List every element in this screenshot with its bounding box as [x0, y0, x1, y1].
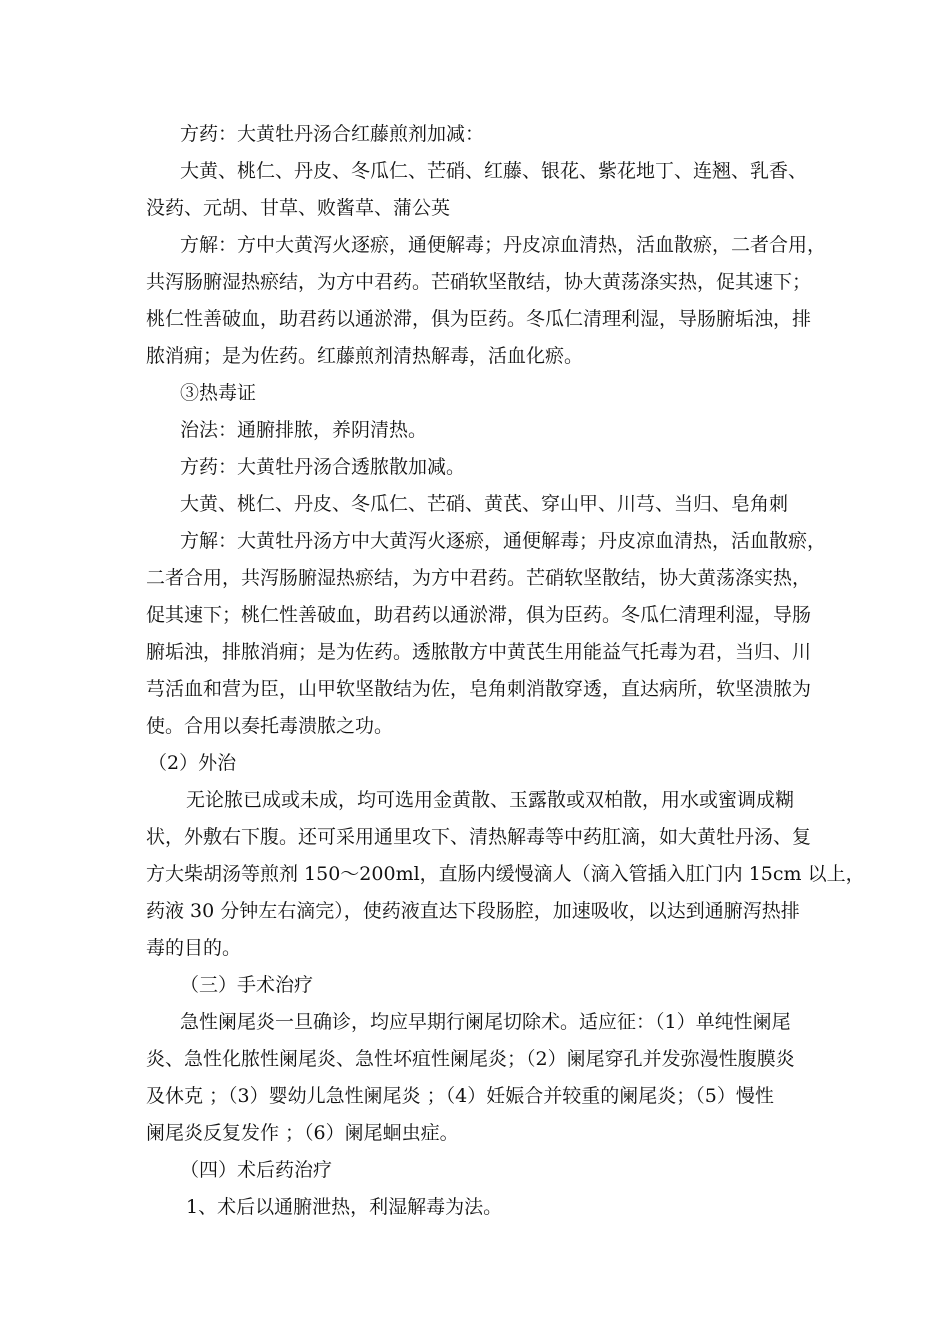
paragraph-line: 方大柴胡汤等煎剂 150～200ml，直肠内缓慢滴人（滴入管插入肛门内 15cm 以上，	[146, 863, 865, 885]
paragraph-line: 治法：通腑排脓，养阴清热。	[180, 419, 428, 441]
paragraph-line: 方药：大黄牡丹汤合透脓散加减。	[180, 456, 466, 478]
paragraph-line: 药液 30 分钟左右滴完），使药液直达下段肠腔，加速吸收，以达到通腑泻热排	[146, 900, 800, 922]
paragraph-line: 毒的目的。	[146, 937, 242, 959]
section-heading: （四）术后药治疗	[180, 1159, 333, 1181]
paragraph-line: 脓消痈；是为佐药。红藤煎剂清热解毒，活血化瘀。	[146, 345, 584, 367]
paragraph-line: 阑尾炎反复发作 ；（6）阑尾蛔虫症。	[146, 1122, 459, 1144]
paragraph-line: 桃仁性善破血，助君药以通淤滞，俱为臣药。冬瓜仁清理利湿，导肠腑垢浊，排	[146, 308, 812, 330]
paragraph-line: 方解：方中大黄泻火逐瘀，通便解毒；丹皮凉血清热，活血散瘀，二者合用，	[180, 234, 827, 256]
paragraph-line: 方药：大黄牡丹汤合红藤煎剂加减：	[180, 123, 485, 145]
paragraph-line: 无论脓已成或未成，均可选用金黄散、玉露散或双柏散，用水或蜜调成糊	[186, 789, 795, 811]
section-heading: （三）手术治疗	[180, 974, 314, 996]
paragraph-line: 芎活血和营为臣，山甲软坚散结为佐，皂角刺消散穿透，直达病所，软坚溃脓为	[146, 678, 812, 700]
paragraph-line: 急性阑尾炎一旦确诊，均应早期行阑尾切除术。适应征：（1）单纯性阑尾	[180, 1011, 791, 1033]
section-heading: （2）外治	[148, 752, 237, 774]
paragraph-line: 使。合用以奏托毒溃脓之功。	[146, 715, 394, 737]
paragraph-line: 1、术后以通腑泄热，利湿解毒为法。	[186, 1196, 503, 1218]
paragraph-line: 炎、急性化脓性阑尾炎、急性坏疽性阑尾炎；（2）阑尾穿孔并发弥漫性腹膜炎	[146, 1048, 795, 1070]
paragraph-line: 大黄、桃仁、丹皮、冬瓜仁、芒硝、红藤、银花、紫花地丁、连翘、乳香、	[180, 160, 808, 182]
paragraph-line: 二者合用，共泻肠腑湿热瘀结，为方中君药。芒硝软坚散结，协大黄荡涤实热，	[146, 567, 812, 589]
paragraph-line: 状，外敷右下腹。还可采用通里攻下、清热解毒等中药肛滴，如大黄牡丹汤、复	[146, 826, 812, 848]
paragraph-line: 大黄、桃仁、丹皮、冬瓜仁、芒硝、黄芪、穿山甲、川芎、当归、皂角刺	[180, 493, 789, 515]
paragraph-line: 腑垢浊，排脓消痈；是为佐药。透脓散方中黄芪生用能益气托毒为君，当归、川	[146, 641, 812, 663]
paragraph-line: 方解：大黄牡丹汤方中大黄泻火逐瘀，通便解毒；丹皮凉血清热，活血散瘀，	[180, 530, 827, 552]
paragraph-line: 没药、元胡、甘草、败酱草、蒲公英	[146, 197, 451, 219]
paragraph-line: 共泻肠腑湿热瘀结，为方中君药。芒硝软坚散结，协大黄荡涤实热，促其速下；	[146, 271, 812, 293]
section-heading: ③热毒证	[180, 382, 257, 404]
paragraph-line: 及休克 ；（3）婴幼儿急性阑尾炎 ；（4）妊娠合并较重的阑尾炎；（5）慢性	[146, 1085, 774, 1107]
paragraph-line: 促其速下；桃仁性善破血，助君药以通淤滞，俱为臣药。冬瓜仁清理利湿，导肠	[146, 604, 812, 626]
